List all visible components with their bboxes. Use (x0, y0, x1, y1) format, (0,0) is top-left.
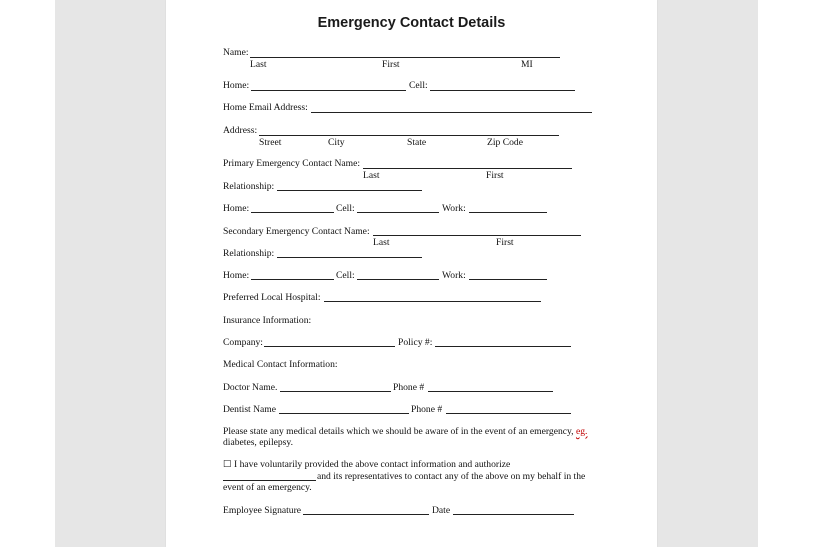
authorization-blank[interactable] (223, 480, 316, 481)
doctor-phone-blank[interactable] (428, 391, 553, 392)
address-blank[interactable] (259, 135, 559, 136)
cell-blank[interactable] (430, 90, 575, 91)
secondary-relationship-label: Relationship: (223, 248, 275, 259)
secondary-cell-label: Cell: (336, 270, 355, 281)
primary-relationship-label: Relationship: (223, 181, 275, 192)
primary-relationship-blank[interactable] (277, 190, 422, 191)
medical-heading: Medical Contact Information: (223, 359, 338, 370)
home-label: Home: (223, 80, 250, 91)
policy-label: Policy #: (398, 337, 433, 348)
home-blank[interactable] (251, 90, 406, 91)
page-title: Emergency Contact Details (317, 15, 506, 31)
doctor-label: Doctor Name. (223, 382, 278, 393)
spellcheck-word-eg[interactable]: eg. (575, 426, 588, 437)
policy-blank[interactable] (435, 346, 571, 347)
primary-cell-blank[interactable] (357, 212, 439, 213)
dentist-blank[interactable] (279, 413, 409, 414)
primary-work-label: Work: (442, 203, 466, 214)
name-sub-last: Last (250, 59, 267, 70)
signature-label: Employee Signature (223, 505, 302, 516)
primary-home-label: Home: (223, 203, 250, 214)
authorization-line3: event of an emergency. (223, 482, 312, 493)
address-label: Address: (223, 125, 258, 136)
address-sub-state: State (407, 137, 427, 148)
insurance-heading: Insurance Information: (223, 315, 312, 326)
signature-blank[interactable] (303, 514, 429, 515)
name-blank[interactable] (250, 57, 560, 58)
address-sub-city: City (328, 137, 345, 148)
medical-details-line1 (223, 426, 587, 437)
dentist-phone-blank[interactable] (446, 413, 571, 414)
hospital-blank[interactable] (324, 301, 541, 302)
secondary-home-blank[interactable] (251, 279, 334, 280)
address-sub-street: Street (259, 137, 282, 148)
date-blank[interactable] (453, 514, 574, 515)
authorization-line1 (223, 459, 510, 470)
email-blank[interactable] (311, 112, 592, 113)
checkbox-icon[interactable]: ☐ (223, 459, 232, 470)
authorization-line2: and its representatives to contact any of the above on my behalf in the (317, 471, 586, 482)
doctor-blank[interactable] (280, 391, 391, 392)
medical-details-prefix: Please state any medical details which we should be aware of in the event of an emergency, (223, 426, 574, 437)
secondary-contact-blank[interactable] (373, 235, 581, 236)
doctor-phone-label: Phone # (393, 382, 425, 393)
primary-sub-first: First (486, 170, 504, 181)
email-label: Home Email Address: (223, 102, 308, 113)
address-sub-zip: Zip Code (487, 137, 523, 148)
secondary-work-blank[interactable] (469, 279, 547, 280)
primary-home-blank[interactable] (251, 212, 334, 213)
authorization-text1: I have voluntarily provided the above contact information and authorize (234, 459, 511, 470)
primary-sub-last: Last (363, 170, 380, 181)
primary-contact-label: Primary Emergency Contact Name: (223, 158, 361, 169)
date-label: Date (432, 505, 451, 516)
name-sub-first: First (382, 59, 400, 70)
primary-cell-label: Cell: (336, 203, 355, 214)
primary-contact-blank[interactable] (363, 168, 572, 169)
hospital-label: Preferred Local Hospital: (223, 292, 321, 303)
secondary-sub-first: First (496, 237, 514, 248)
secondary-contact-label: Secondary Emergency Contact Name: (223, 226, 370, 237)
secondary-cell-blank[interactable] (357, 279, 439, 280)
secondary-sub-last: Last (373, 237, 390, 248)
secondary-home-label: Home: (223, 270, 250, 281)
secondary-relationship-blank[interactable] (277, 257, 422, 258)
cell-label: Cell: (409, 80, 428, 91)
secondary-work-label: Work: (442, 270, 466, 281)
company-blank[interactable] (264, 346, 395, 347)
dentist-phone-label: Phone # (411, 404, 443, 415)
primary-work-blank[interactable] (469, 212, 547, 213)
company-label: Company: (223, 337, 263, 348)
document-page[interactable] (166, 0, 657, 547)
medical-details-line2: diabetes, epilepsy. (223, 437, 293, 448)
name-sub-mi: MI (521, 59, 533, 70)
dentist-label: Dentist Name (223, 404, 277, 415)
name-label: Name: (223, 47, 249, 58)
